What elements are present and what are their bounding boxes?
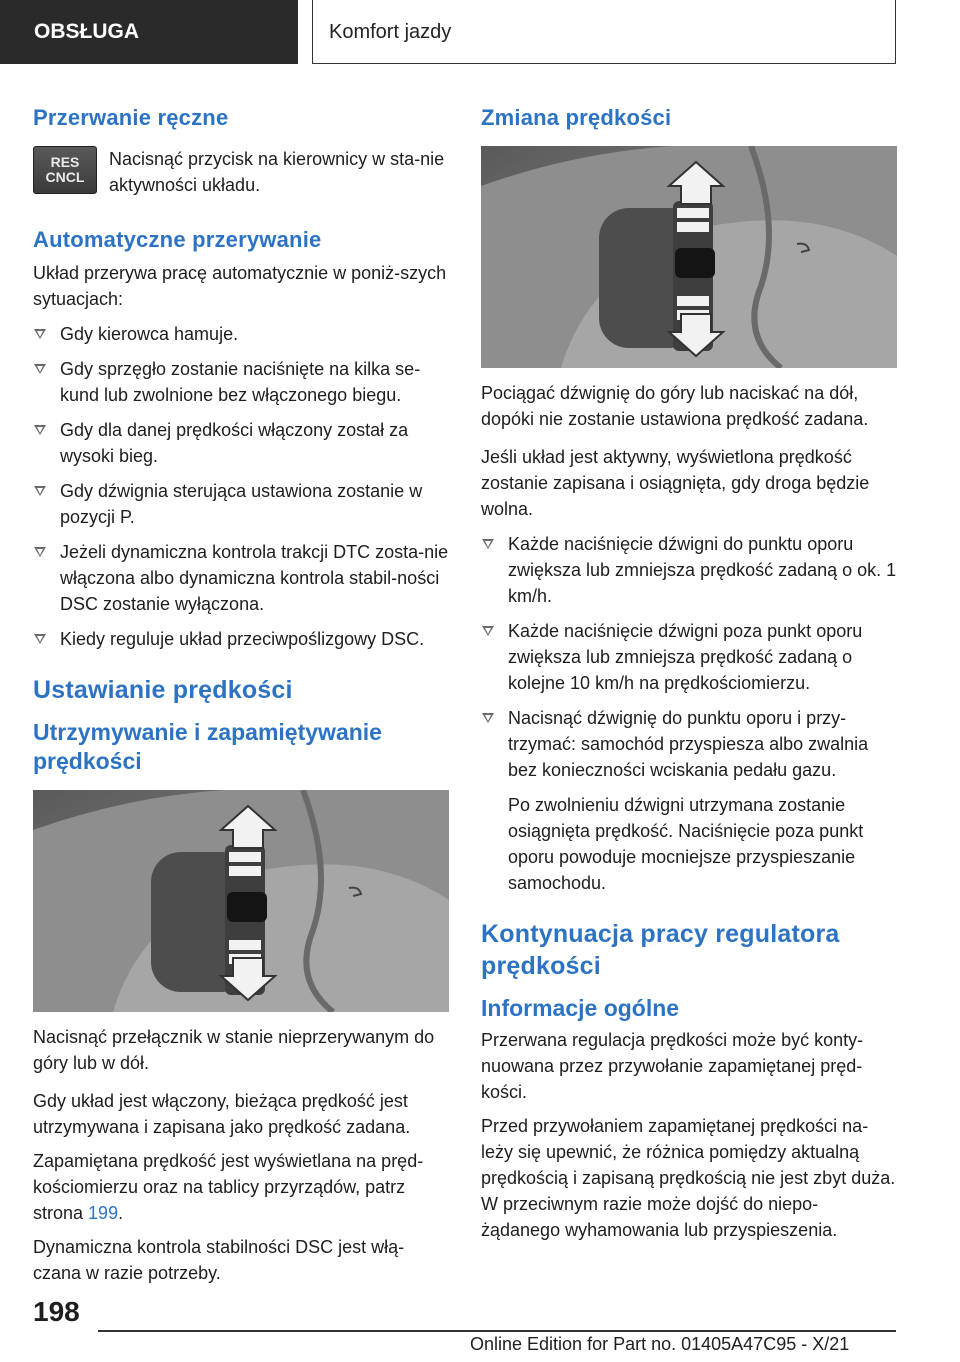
triangle-bullet-icon xyxy=(482,713,494,723)
footer-divider xyxy=(98,1330,896,1332)
res-cncl-row xyxy=(33,146,449,198)
left-column xyxy=(33,96,449,1286)
res-cncl-button-icon xyxy=(33,146,97,194)
hold-speed-heading: Utrzymywanie i zapamiętywanie prędkości xyxy=(33,719,382,774)
res-label: RES xyxy=(50,154,80,170)
change-text-1: Pociągać dźwignię do góry lub naciskać na dół, dopóki nie zostanie ustawiona prędkość zadana. xyxy=(481,383,869,429)
triangle-bullet-icon xyxy=(34,425,46,435)
steering-wheel-lever-image xyxy=(481,146,897,368)
continue-heading: Kontynuacja pracy regulatora prędkości xyxy=(481,920,840,980)
header-chapter: Komfort jazdy xyxy=(312,0,896,64)
list-item: Gdy dla danej prędkości włączony został za wysoki bieg. xyxy=(33,417,449,469)
edition-text: Online Edition for Part no. 01405A47C95 - X/21 xyxy=(470,1334,850,1354)
auto-interrupt-heading: Automatyczne przerywanie xyxy=(33,227,322,252)
auto-interrupt-intro: Układ przerywa pracę automatycznie w poniż-szych sytuacjach: xyxy=(33,263,447,309)
header-section: OBSŁUGA xyxy=(0,0,298,64)
hold-text-2: Gdy układ jest włączony, bieżąca prędkość jest utrzymywana i zapisana jako prędkość zadana. xyxy=(33,1091,411,1137)
list-item: Każde naciśnięcie dźwigni do punktu oporu zwiększa lub zmniejsza prędkość zadaną o ok. 1 km/h. xyxy=(481,531,897,609)
info-text-2: Przed przywołaniem zapamiętanej prędkości na-leży się upewnić, że różnica pomiędzy aktualną prędkością i zapisaną prędkością nie jest zbyt duża. W przeciwnym razie może dojść do niepo-żądanego wyhamowania lub przyspieszenia. xyxy=(481,1116,896,1240)
cncl-label: CNCL xyxy=(45,169,85,185)
set-speed-heading: Ustawianie prędkości xyxy=(33,676,293,704)
list-item: Gdy kierowca hamuje. xyxy=(33,321,449,347)
triangle-bullet-icon xyxy=(34,486,46,496)
change-text-2: Jeśli układ jest aktywny, wyświetlona prędkość zostanie zapisana i osiągnięta, gdy droga będzie wolna. xyxy=(481,447,870,519)
hold-text-4: Dynamiczna kontrola stabilności DSC jest włą-czana w razie potrzeby. xyxy=(33,1237,405,1283)
triangle-bullet-icon xyxy=(34,364,46,374)
triangle-bullet-icon xyxy=(34,547,46,557)
change-speed-list xyxy=(481,531,897,783)
list-item: Każde naciśnięcie dźwigni poza punkt oporu zwiększa lub zmniejsza prędkość zadaną o kolejne 10 km/h na prędkościomierzu. xyxy=(481,618,897,696)
list-item: Kiedy reguluje układ przeciwpoślizgowy DSC. xyxy=(33,626,449,652)
info-text-1: Przerwana regulacja prędkości może być konty-nuowana przez przywołanie zapamiętanej pręd-kości. xyxy=(481,1030,864,1102)
general-info-heading: Informacje ogólne xyxy=(481,995,680,1021)
steering-wheel-lever-image xyxy=(33,790,449,1012)
list-item: Nacisnąć dźwignię do punktu oporu i przy-trzymać: samochód przyspiesza albo zwalnia bez konieczności wciskania pedału gazu. xyxy=(481,705,897,783)
release-note: Po zwolnieniu dźwigni utrzymana zostanie osiągnięta prędkość. Naciśnięcie poza punkt oporu powoduje mocniejsze przyspieszanie samochodu. xyxy=(508,795,864,893)
change-speed-heading: Zmiana prędkości xyxy=(481,105,672,130)
triangle-bullet-icon xyxy=(34,634,46,644)
right-column xyxy=(481,96,897,1243)
page-link-199[interactable]: 199 xyxy=(88,1203,119,1223)
triangle-bullet-icon xyxy=(482,539,494,549)
hold-text-3: Zapamiętana prędkość jest wyświetlana na pręd-kościomierzu oraz na tablicy przyrządów, patrz strona 199. xyxy=(33,1151,424,1223)
manual-interrupt-text: Nacisnąć przycisk na kierownicy w sta-nie aktywności układu. xyxy=(109,149,445,195)
triangle-bullet-icon xyxy=(34,329,46,339)
page-number: 198 xyxy=(33,1296,80,1327)
list-item: Jeżeli dynamiczna kontrola trakcji DTC zosta-nie włączona albo dynamiczna kontrola stabil-ności DSC zostanie wyłączona. xyxy=(33,539,449,617)
hold-text-1: Nacisnąć przełącznik w stanie nieprzerywanym do góry lub w dół. xyxy=(33,1027,435,1073)
auto-interrupt-list xyxy=(33,321,449,652)
list-item: Gdy sprzęgło zostanie naciśnięte na kilka se-kund lub zwolnione bez włączonego biegu. xyxy=(33,356,449,408)
list-item: Gdy dźwignia sterująca ustawiona zostanie w pozycji P. xyxy=(33,478,449,530)
manual-interrupt-heading: Przerwanie ręczne xyxy=(33,105,229,130)
triangle-bullet-icon xyxy=(482,626,494,636)
